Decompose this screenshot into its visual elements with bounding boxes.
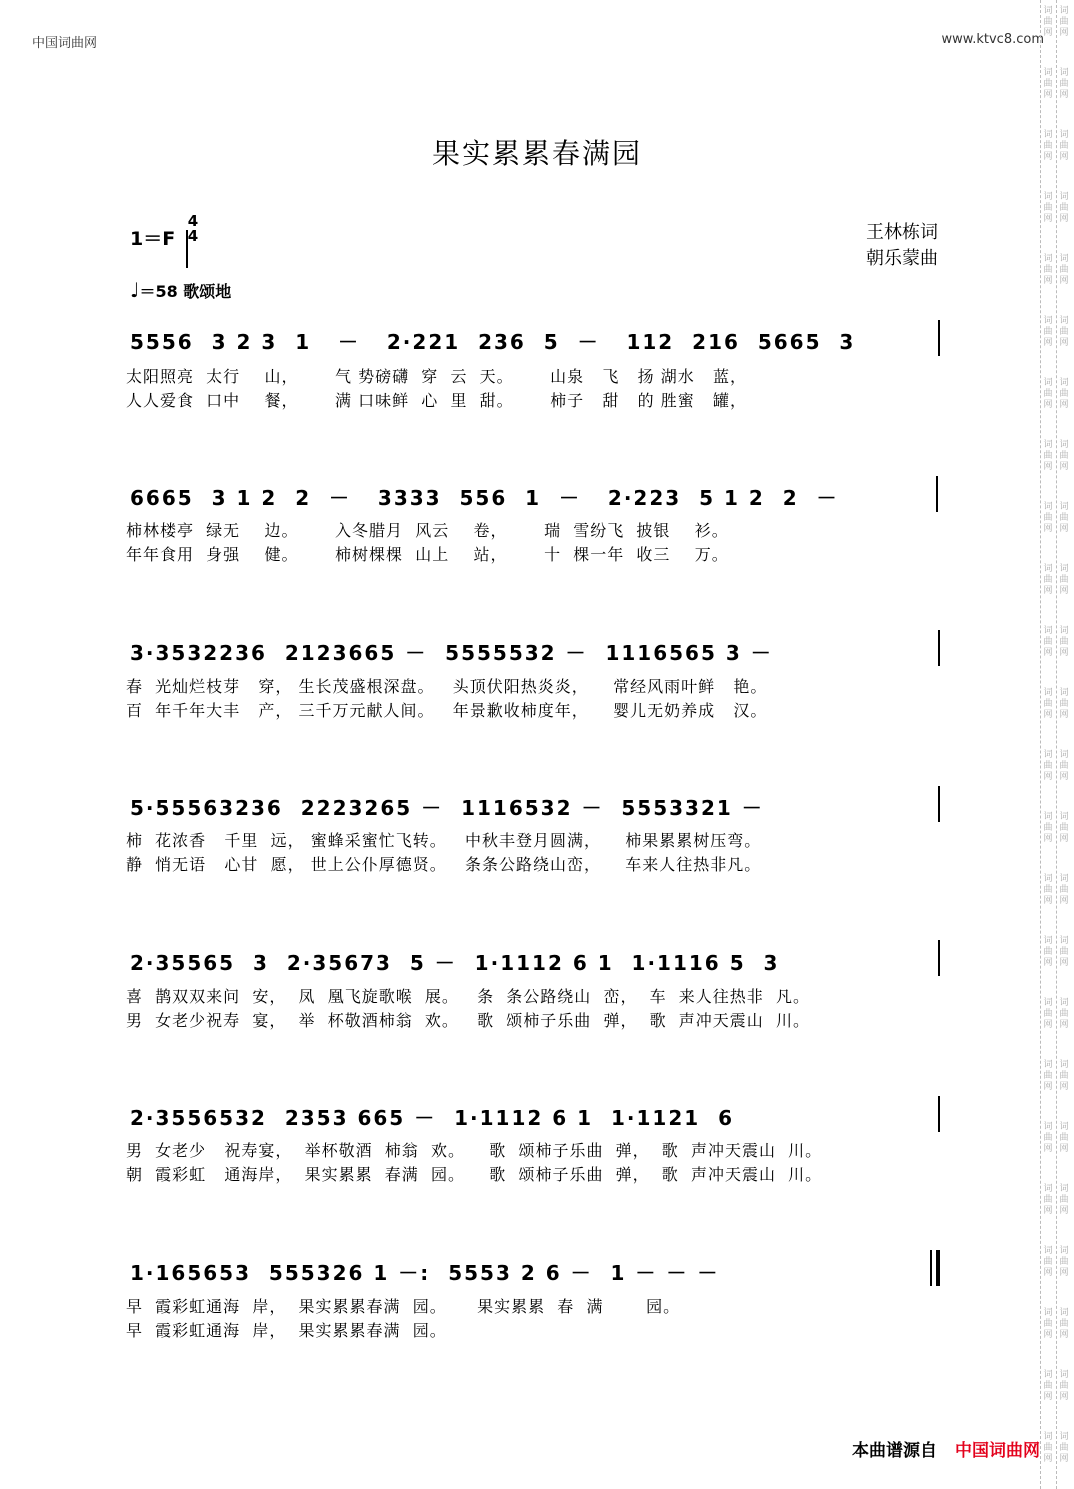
watermark-text: 词 曲 网 — [1043, 1432, 1053, 1464]
watermark-text: 词 曲 网 — [1043, 1122, 1053, 1154]
music-line-4: 5·55563236 2223265 － 1116532 － 5553321 － — [130, 796, 764, 820]
source-brand[interactable]: 中国词曲网 — [955, 1441, 1040, 1461]
credits — [866, 220, 938, 272]
lyric-line-5b: 男 女老少祝寿 宴， 举 杯敬酒柿翁 欢。 歌 颂柿子乐曲 弹， 歌 声冲天震山 川。 — [126, 1011, 810, 1030]
watermark-text: 词 曲 网 — [1043, 440, 1053, 472]
lyricist: 王林栋词 — [866, 222, 938, 243]
tempo-expression: 歌颂地 — [183, 282, 232, 301]
barline — [938, 940, 940, 976]
watermark-text: 词 曲 网 — [1059, 688, 1069, 720]
watermark-text: 词 曲 网 — [1043, 1246, 1053, 1278]
key-signature: 1＝F — [130, 228, 176, 250]
watermark-text: 词 曲 网 — [1043, 750, 1053, 782]
watermark-text: 词 曲 网 — [1059, 254, 1069, 286]
watermark-text: 词 曲 网 — [1059, 1308, 1069, 1340]
watermark-text: 词 曲 网 — [1059, 564, 1069, 596]
music-line-1: 5556 3 2 3 1 － 2·221 236 5 － 112 216 5665 3 — [130, 330, 856, 354]
lyric-line-7b: 早 霞彩虹通海 岸， 果实累累春满 园。 — [126, 1321, 447, 1340]
watermark-text: 词 曲 网 — [1059, 874, 1069, 906]
watermark-text: 词 曲 网 — [1059, 750, 1069, 782]
tempo-marking — [130, 278, 231, 302]
watermark-text: 词 曲 网 — [1043, 192, 1053, 224]
lyric-line-1a: 太阳照亮 太行 山， 气 势磅礴 穿 云 天。 山泉 飞 扬 湖水 蓝， — [126, 367, 748, 386]
watermark-text: 词 曲 网 — [1059, 502, 1069, 534]
watermark-text: 词 曲 网 — [1043, 626, 1053, 658]
watermark-text: 词 曲 网 — [1059, 440, 1069, 472]
music-line-6: 2·3556532 2353 665 － 1·1112 6 1 1·1121 6 — [130, 1106, 734, 1130]
watermark-text: 词 曲 网 — [1043, 1370, 1053, 1402]
lyric-line-6b: 朝 霞彩虹 通海岸， 果实累累 春满 园。 歌 颂柿子乐曲 弹， 歌 声冲天震山 川。 — [126, 1165, 823, 1184]
song-title: 果实累累春满园 — [431, 137, 642, 170]
watermark-text: 词 曲 网 — [1059, 68, 1069, 100]
watermark-text: 词 曲 网 — [1059, 936, 1069, 968]
lyric-line-3b: 百 年千年大丰 产， 三千万元献人间。 年景歉收柿度年， 婴儿无奶养成 汉。 — [126, 701, 768, 720]
source-footer — [852, 1436, 1040, 1461]
lyric-line-5a: 喜 鹊双双来问 安， 凤 凰飞旋歌喉 展。 条 条公路绕山 峦， 车 来人往热非 凡。 — [126, 987, 810, 1006]
watermark-text: 词 曲 网 — [1059, 1432, 1069, 1464]
time-signature — [186, 214, 200, 244]
quarter-note-icon: ♩ — [130, 278, 140, 302]
lyric-line-2a: 柿林楼亭 绿无 边。 入冬腊月 风云 卷， 瑞 雪纷飞 披银 衫。 — [126, 521, 729, 540]
watermark-text: 词 曲 网 — [1043, 998, 1053, 1030]
lyric-line-4a: 柿 花浓香 千里 远， 蜜蜂采蜜忙飞转。 中秋丰登月圆满， 柿果累累树压弯。 — [126, 831, 762, 850]
time-signature-bottom: 4 — [187, 227, 199, 245]
barline — [938, 630, 940, 666]
lyric-line-6a: 男 女老少 祝寿宴， 举杯敬酒 柿翁 欢。 歌 颂柿子乐曲 弹， 歌 声冲天震山 川。 — [126, 1141, 823, 1160]
watermark-text: 词 曲 网 — [1043, 1184, 1053, 1216]
barline — [938, 320, 940, 356]
music-line-7: 1·165653 555326 1 －: 5553 2 6 － 1 － － － — [130, 1261, 720, 1285]
barline — [938, 786, 940, 822]
watermark-text: 词 曲 网 — [1059, 130, 1069, 162]
lyric-line-7a: 早 霞彩虹通海 岸， 果实累累春满 园。 果实累累 春 满 园。 — [126, 1297, 681, 1316]
final-barline-thick — [936, 1250, 940, 1286]
barline — [938, 1096, 940, 1132]
watermark-text: 词 曲 网 — [1043, 1308, 1053, 1340]
watermark-text: 词 曲 网 — [1043, 1060, 1053, 1092]
watermark-text: 词 曲 网 — [1043, 502, 1053, 534]
watermark-text: 词 曲 网 — [1059, 316, 1069, 348]
music-line-3: 3·3532236 2123665 － 5555532 － 1116565 3 － — [130, 641, 773, 665]
music-line-5: 2·35565 3 2·35673 5 － 1·1112 6 1 1·1116 5 3 — [130, 951, 780, 975]
watermark-text: 词 曲 网 — [1043, 812, 1053, 844]
music-line-2: 6665 3 1 2 2 － 3333 556 1 － 2·223 5 1 2 2 － — [130, 486, 839, 510]
lyric-line-1b: 人人爱食 口中 餐， 满 口味鲜 心 里 甜。 柿子 甜 的 胜蜜 罐， — [126, 391, 748, 410]
watermark-text: 词 曲 网 — [1043, 378, 1053, 410]
watermark-text: 词 曲 网 — [1059, 1060, 1069, 1092]
watermark-text: 词 曲 网 — [1043, 254, 1053, 286]
watermark-text: 词 曲 网 — [1043, 564, 1053, 596]
watermark-text: 词 曲 网 — [1043, 130, 1053, 162]
watermark-text: 词 曲 网 — [1059, 1246, 1069, 1278]
watermark-text: 词 曲 网 — [1043, 68, 1053, 100]
time-signature-top: 4 — [187, 212, 199, 230]
watermark-text: 词 曲 网 — [1059, 192, 1069, 224]
lyric-line-2b: 年年食用 身强 健。 柿树棵棵 山上 站， 十 棵一年 收三 万。 — [126, 545, 729, 564]
watermark-text: 词 曲 网 — [1043, 688, 1053, 720]
watermark-text: 词 曲 网 — [1059, 6, 1069, 38]
watermark-text: 词 曲 网 — [1043, 936, 1053, 968]
watermark-text: 词 曲 网 — [1043, 6, 1053, 38]
tempo-value: ＝58 — [139, 282, 178, 301]
composer: 朝乐蒙曲 — [866, 248, 938, 269]
watermark-text: 词 曲 网 — [1059, 1184, 1069, 1216]
lyric-line-3a: 春 光灿烂枝芽 穿， 生长茂盛根深盘。 头顶伏阳热炎炎， 常经风雨叶鲜 艳。 — [126, 677, 768, 696]
lyric-line-4b: 静 悄无语 心甘 愿， 世上公仆厚德贤。 条条公路绕山峦， 车来人往热非凡。 — [126, 855, 762, 874]
watermark-text: 词 曲 网 — [1043, 874, 1053, 906]
watermark-text: 词 曲 网 — [1059, 812, 1069, 844]
source-label: 本曲谱源自 — [852, 1441, 937, 1461]
watermark-text: 词 曲 网 — [1059, 998, 1069, 1030]
final-barline — [930, 1250, 932, 1286]
watermark-text: 词 曲 网 — [1043, 316, 1053, 348]
watermark-text: 词 曲 网 — [1059, 1122, 1069, 1154]
watermark-text: 词 曲 网 — [1059, 1370, 1069, 1402]
watermark-text: 词 曲 网 — [1059, 378, 1069, 410]
header-site-name: 中国词曲网 — [32, 36, 98, 51]
barline — [936, 476, 938, 512]
watermark-text: 词 曲 网 — [1059, 626, 1069, 658]
header-site-url[interactable]: www.ktvc8.com — [941, 32, 1044, 47]
